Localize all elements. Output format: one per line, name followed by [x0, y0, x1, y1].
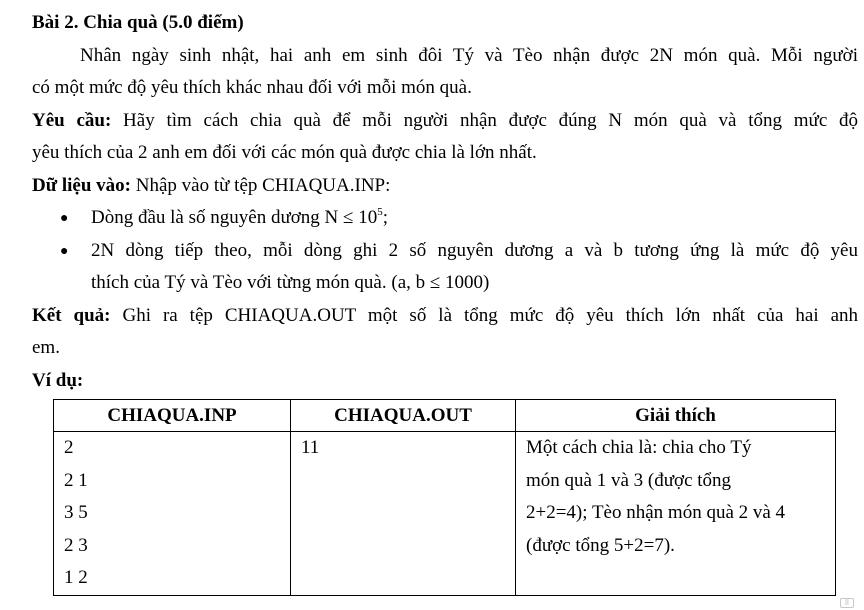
header-output-file: CHIAQUA.OUT — [291, 400, 516, 432]
explanation-line: (được tổng 5+2=7). — [526, 534, 675, 556]
intro-line-2: có một mức độ yêu thích khác nhau đối với mỗi món quà. — [32, 77, 472, 98]
resize-handle-icon[interactable]: ⠿ — [840, 598, 854, 608]
requirement-line-2: yêu thích của 2 anh em đối với các món quà được chia là lớn nhất. — [32, 142, 537, 163]
bullet-1-exponent: 5 — [377, 206, 383, 218]
table-header-row — [54, 400, 836, 432]
example-label: Ví dụ: — [32, 370, 84, 391]
output-line-2: em. — [32, 337, 60, 358]
explanation-line: 2+2=4); Tèo nhận món quà 2 và 4 — [526, 502, 786, 523]
bullet-icon: ● — [60, 211, 69, 226]
input-line: 2 1 — [64, 469, 88, 491]
input-text: Nhập vào từ tệp CHIAQUA.INP: — [135, 175, 391, 196]
input-bullet-1 — [91, 207, 388, 229]
bullet-1-text: Dòng đầu là số nguyên dương N ≤ 10 — [91, 207, 378, 228]
input-bullet-2-line-2: thích của Tý và Tèo với từng món quà. (a, b ≤ 1000) — [91, 272, 490, 293]
table-row — [54, 432, 836, 596]
requirement-label: Yêu cầu: — [32, 110, 112, 131]
input-cell — [54, 432, 291, 596]
input-line: 2 — [64, 437, 74, 458]
explanation-line: Một cách chia là: chia cho Tý — [526, 437, 752, 458]
bullet-1-suffix: ; — [382, 207, 388, 228]
output-text: Ghi ra tệp CHIAQUA.OUT một số là tổng mức độ yêu thích lớn nhất của hai anh — [122, 305, 859, 326]
output-cell — [291, 432, 516, 596]
requirement-text: Hãy tìm cách chia quà để mỗi người nhận được đúng N món quà và tổng mức độ — [123, 110, 858, 131]
output-label: Kết quả: — [32, 305, 111, 326]
intro-line-1: Nhân ngày sinh nhật, hai anh em sinh đôi Tý và Tèo nhận được 2N món quà. Mỗi người — [80, 45, 858, 66]
input-bullet-2-line-1: 2N dòng tiếp theo, mỗi dòng ghi 2 số nguyên dương a và b tương ứng là mức độ yêu — [91, 240, 858, 261]
input-line: 2 3 — [64, 534, 88, 556]
input-line: 3 5 — [64, 502, 88, 523]
explanation-cell — [516, 432, 836, 596]
input-line: 1 2 — [64, 567, 88, 588]
explanation-line: món quà 1 và 3 (được tổng — [526, 469, 732, 491]
input-heading — [32, 175, 390, 197]
header-input-file: CHIAQUA.INP — [54, 400, 291, 432]
header-explanation: Giải thích — [516, 400, 836, 432]
output-line: 11 — [301, 437, 320, 458]
example-table — [53, 399, 836, 596]
problem-title: Bài 2. Chia quà (5.0 điểm) — [32, 12, 244, 33]
input-label: Dữ liệu vào: — [32, 175, 132, 196]
output-line-1 — [32, 305, 858, 327]
requirement-line-1 — [32, 110, 858, 132]
bullet-icon: ● — [60, 244, 69, 259]
